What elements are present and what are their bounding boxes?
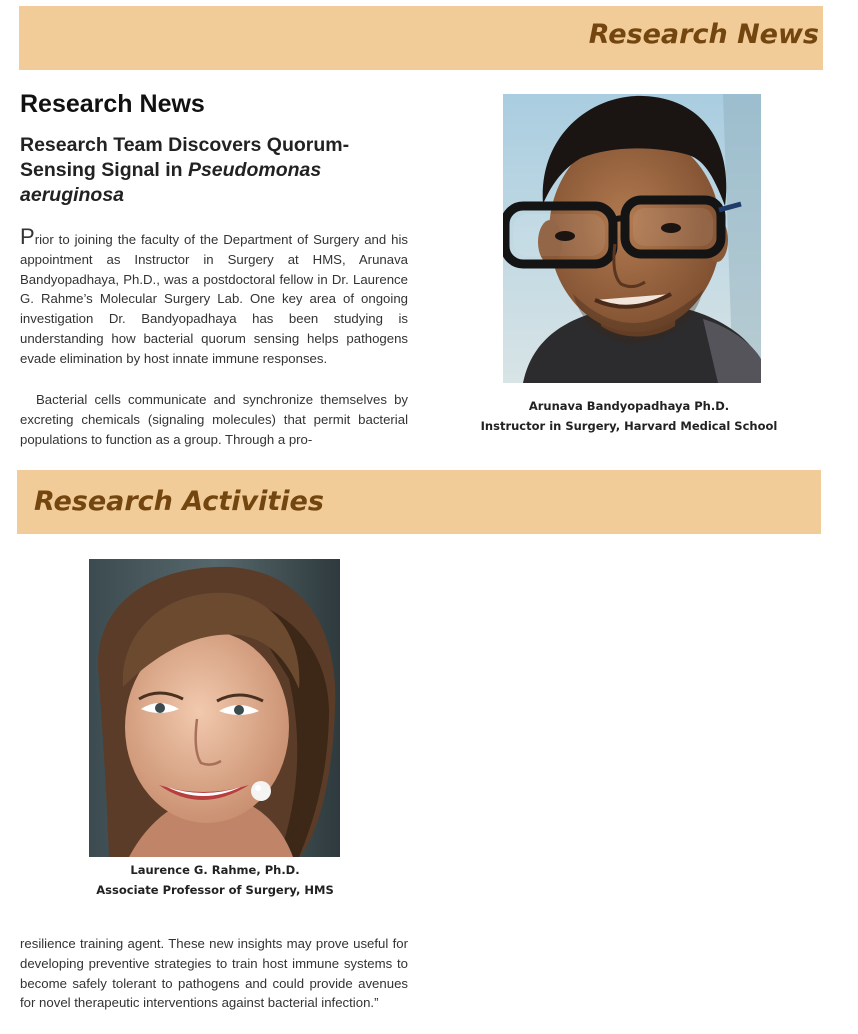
- banner-title-research-activities: Research Activities: [34, 486, 324, 517]
- caption-bandyopadhaya: [470, 396, 788, 436]
- caption-name: Laurence G. Rahme, Ph.D.: [130, 863, 300, 877]
- article-title-species: Pseudomonas aeruginosa: [20, 159, 322, 206]
- article-paragraph-1-text: rior to joining the faculty of the Department of Surgery and his appointment as Instructor in Surgery at HMS, Arunava Bandyopadhaya, Ph.D., was a postdoctoral fellow in Dr. Laurence G. Rahme’s Molecular Surgery Lab. One key area of ongoing investigation Dr. Bandyopadhaya has been studying is understanding how bacterial quorum sensing helps pathogens evade elimination by host innate immune responses.: [20, 232, 408, 366]
- article-title-text: Research Team Discovers Quorum-Sensing Signal in: [20, 134, 350, 181]
- section-heading: Research News: [20, 90, 205, 118]
- caption-name: Arunava Bandyopadhaya Ph.D.: [528, 399, 730, 413]
- banner-title-research-news: Research News: [588, 19, 819, 50]
- caption-title: Associate Professor of Surgery, HMS: [96, 883, 334, 897]
- photo-bandyopadhaya: [503, 94, 761, 383]
- article-paragraph-1: [20, 224, 408, 368]
- caption-rahme: [85, 860, 345, 900]
- caption-title: Instructor in Surgery, Harvard Medical School: [480, 419, 778, 433]
- research-activities-banner: [17, 470, 821, 534]
- research-news-banner: [19, 6, 823, 70]
- drop-cap: P: [20, 224, 35, 249]
- photo-rahme: [89, 559, 340, 857]
- article-paragraph-2: Bacterial cells communicate and synchronize themselves by excreting chemicals (signaling molecules) that permit bacterial populations to function as a group. Through a pro-: [20, 392, 408, 447]
- article-paragraph-3: resilience training agent. These new insights may prove useful for developing preventive strategies to train host immune systems to become safely tolerant to pathogens and could provide avenues for novel therapeutic interventions against bacterial infection.”: [20, 936, 408, 1011]
- article-title: [20, 133, 420, 208]
